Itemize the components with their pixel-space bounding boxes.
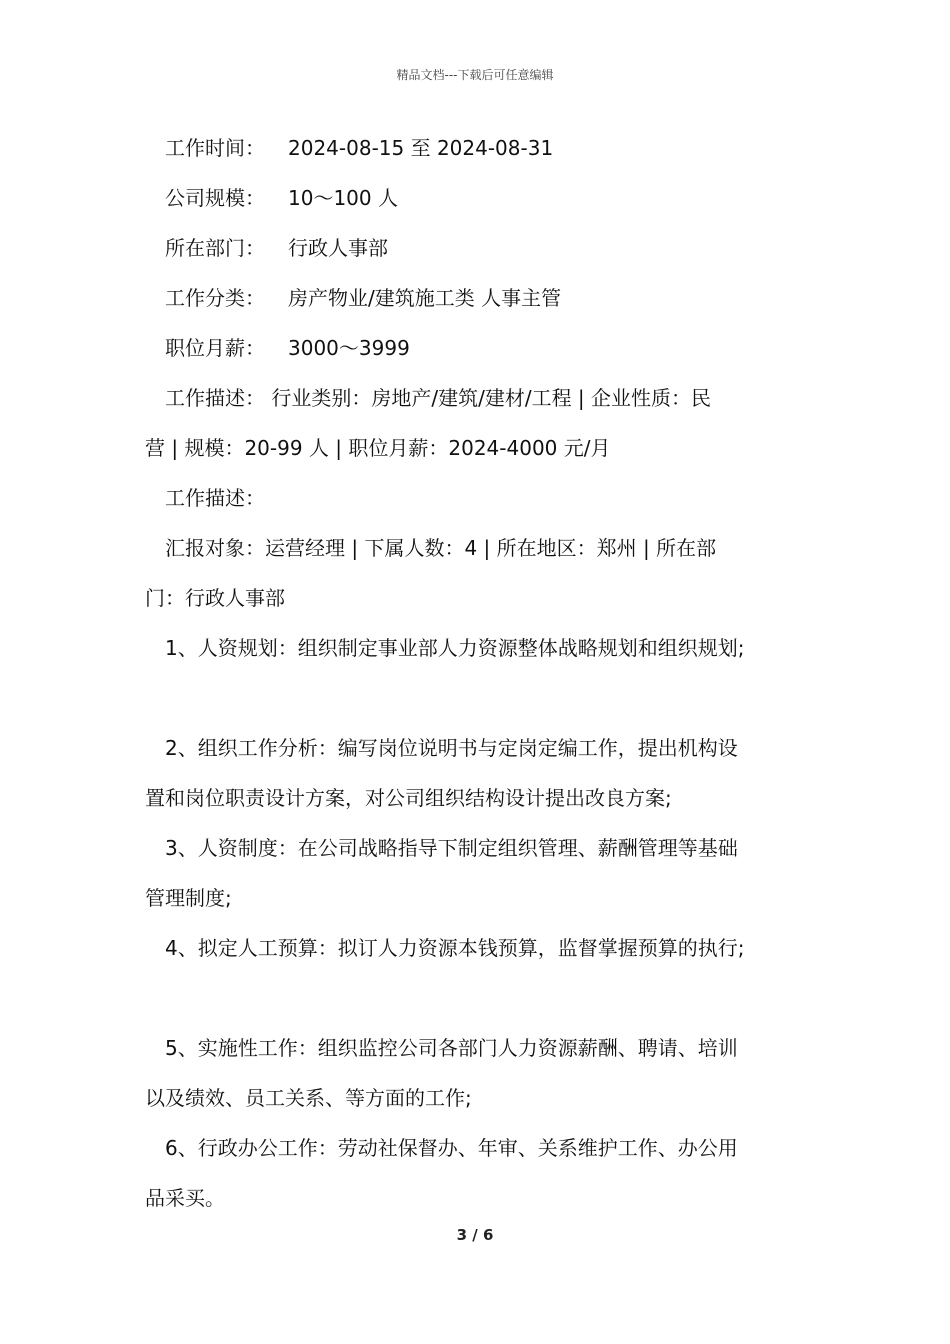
- duty-item-3: 3、人资制度：在公司战略指导下制定组织管理、薪酬管理等基础: [165, 836, 738, 860]
- field-label: 职位月薪：: [165, 336, 265, 360]
- job-description-line: 工作描述： 行业类别：房地产/建筑/建材/工程 | 企业性质：民: [165, 386, 712, 410]
- field-label: 公司规模：: [165, 186, 265, 210]
- field-label: 工作分类：: [165, 286, 265, 310]
- duty-item-3-cont: 管理制度;: [145, 886, 232, 910]
- blank-line: [145, 978, 820, 1028]
- field-job-category: [145, 278, 820, 328]
- page-header: 精品文档---下载后可任意编辑: [396, 68, 554, 82]
- duty-item-4: 4、拟定人工预算：拟订人力资源本钱预算，监督掌握预算的执行;: [165, 936, 745, 960]
- field-value: 10～100 人: [288, 186, 398, 210]
- field-value: 3000～3999: [288, 336, 410, 360]
- duty-item-2-cont: 置和岗位职责设计方案，对公司组织结构设计提出改良方案;: [145, 786, 672, 810]
- duty-item-5-cont: 以及绩效、员工关系、等方面的工作;: [145, 1086, 472, 1110]
- reporting-line: 门：行政人事部: [145, 586, 285, 610]
- job-description-heading: 工作描述：: [165, 486, 265, 510]
- reporting-line: 汇报对象：运营经理 | 下属人数：4 | 所在地区：郑州 | 所在部: [165, 536, 717, 560]
- blank-line: [145, 678, 820, 728]
- field-label: 工作时间：: [165, 136, 265, 160]
- field-company-size: [145, 178, 820, 228]
- field-label: 所在部门：: [165, 236, 265, 260]
- duty-item-5: 5、实施性工作：组织监控公司各部门人力资源薪酬、聘请、培训: [165, 1036, 738, 1060]
- field-value: 行政人事部: [288, 236, 388, 260]
- document-body: [145, 128, 820, 1228]
- duty-item-2: 2、组织工作分析：编写岗位说明书与定岗定编工作，提出机构设: [165, 736, 738, 760]
- duty-item-6-cont: 品采买。: [145, 1186, 225, 1210]
- duty-item-1: 1、人资规划：组织制定事业部人力资源整体战略规划和组织规划;: [165, 636, 745, 660]
- job-description-line: 营 | 规模：20-99 人 | 职位月薪：2024-4000 元/月: [145, 436, 611, 460]
- field-monthly-salary: [145, 328, 820, 378]
- duty-item-6: 6、行政办公工作：劳动社保督办、年审、关系维护工作、办公用: [165, 1136, 738, 1160]
- field-value: 2024-08-15 至 2024-08-31: [288, 136, 554, 160]
- field-work-time: [145, 128, 820, 178]
- field-value: 房产物业/建筑施工类 人事主管: [288, 286, 562, 310]
- field-department: [145, 228, 820, 278]
- page-number: 3 / 6: [456, 1226, 494, 1244]
